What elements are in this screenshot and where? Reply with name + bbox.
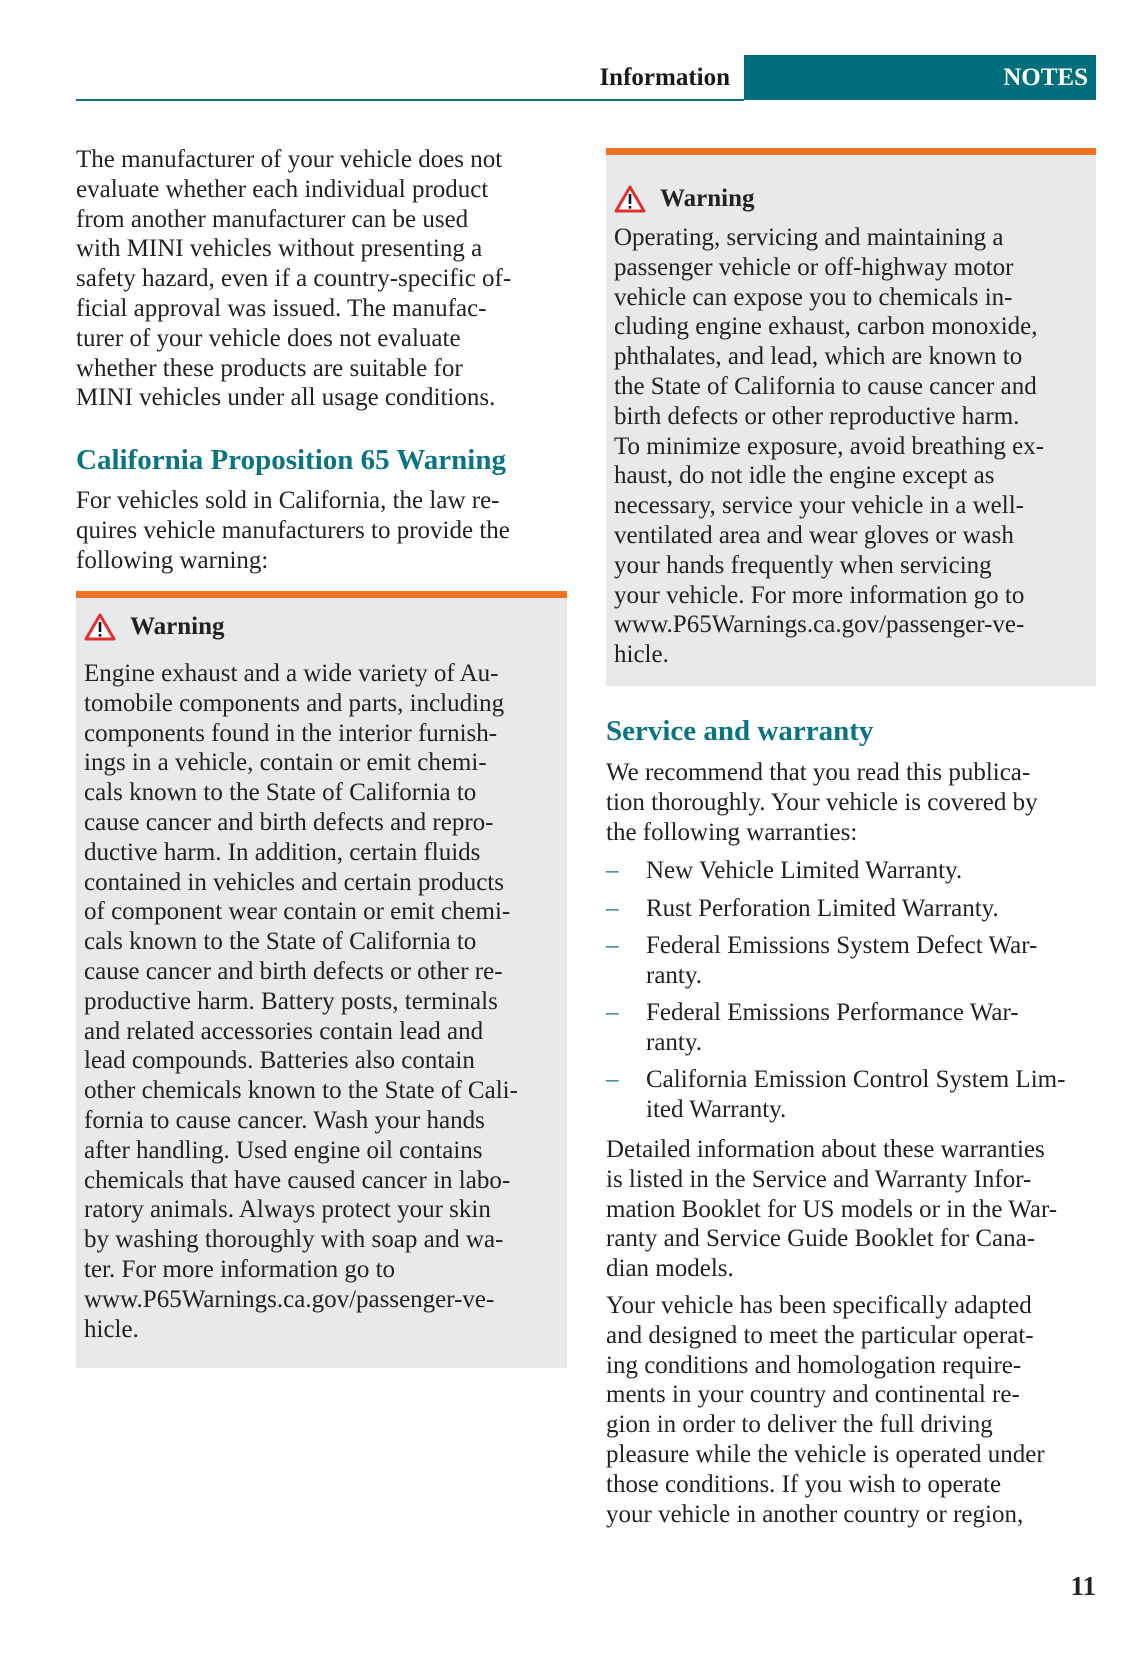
text-line: Detailed information about these warranties (606, 1136, 1045, 1163)
text-line: haust, do not idle the engine except as (614, 462, 995, 490)
text-line: Federal Emissions Performance War- (646, 999, 1019, 1026)
text-line: California Emission Control System Lim- (646, 1066, 1066, 1093)
text-line: ranty. (646, 1028, 702, 1056)
text-line: the following warranties: (606, 818, 858, 846)
text-line: after handling. Used engine oil contains (84, 1136, 483, 1164)
warning-triangle-icon (614, 185, 646, 213)
text-line: lead compounds. Batteries also contain (84, 1047, 475, 1075)
text-line: ratory animals. Always protect your skin (84, 1196, 491, 1224)
page-number: 11 (1070, 1571, 1096, 1601)
text-line: components found in the interior furnish- (84, 719, 498, 747)
text-line: necessary, service your vehicle in a well- (614, 492, 1024, 520)
text-line: tomobile components and parts, including (84, 689, 505, 717)
text-line: ing conditions and homologation require- (606, 1351, 1022, 1379)
text-line: productive harm. Battery posts, terminals (84, 987, 498, 1015)
text-line: Operating, servicing and maintaining a (614, 224, 1004, 251)
warning-triangle-icon (84, 613, 116, 641)
text-line: by washing thoroughly with soap and wa- (84, 1226, 504, 1254)
text-line: hicle. (84, 1315, 139, 1343)
warning-title (84, 611, 224, 643)
text-line: fornia to cause cancer. Wash your hands (84, 1106, 485, 1134)
text-line: quires vehicle manufacturers to provide the (76, 516, 510, 544)
heading-prop65: California Proposition 65 Warning (76, 444, 506, 476)
text-line: ranty. (646, 961, 702, 989)
intro-paragraph (76, 145, 511, 413)
text-line: cause cancer and birth defects or other re- (84, 957, 503, 985)
section-label: Information (599, 64, 730, 91)
text-line: is listed in the Service and Warranty Infor- (606, 1165, 1032, 1193)
text-line: evaluate whether each individual product (76, 175, 489, 203)
text-line: ficial approval was issued. The manufac- (76, 294, 487, 322)
text-line: cals known to the State of California to (84, 928, 477, 956)
text-line: ter. For more information go to (84, 1255, 396, 1283)
text-line: passenger vehicle or off-highway motor (614, 253, 1014, 281)
text-line: vehicle can expose you to chemicals in- (614, 283, 1013, 311)
text-line: For vehicles sold in California, the law re- (76, 487, 500, 514)
text-line: Federal Emissions System Defect War- (646, 932, 1038, 959)
warning-title-text: Warning (130, 613, 225, 640)
text-line: and designed to meet the particular operat- (606, 1321, 1034, 1349)
text-line: of component wear contain or emit chemi- (84, 898, 511, 926)
text-line: hicle. (614, 641, 669, 669)
text-line: phthalates, and lead, which are known to (614, 343, 1023, 371)
text-line: ited Warranty. (646, 1095, 787, 1123)
text-line: your vehicle in another country or region, (606, 1500, 1024, 1528)
warning-title-text: Warning (660, 185, 755, 212)
warning-body (614, 223, 1044, 670)
warning-box-right (606, 148, 1096, 686)
text-line: whether these products are suitable for (76, 354, 463, 382)
warning-title (614, 183, 754, 215)
text-line: ventilated area and wear gloves or wash (614, 521, 1014, 549)
text-line: and related accessories contain lead and (84, 1017, 484, 1045)
text-line: ings in a vehicle, contain or emit chemi- (84, 749, 487, 777)
text-line: To minimize exposure, avoid breathing ex- (614, 432, 1045, 460)
chapter-label: NOTES (1003, 64, 1088, 91)
text-line: New Vehicle Limited Warranty. (646, 857, 963, 884)
text-line: Rust Perforation Limited Warranty. (646, 895, 999, 922)
prop65-paragraph (76, 486, 510, 575)
text-line: ductive harm. In addition, certain fluids (84, 838, 481, 866)
heading-service-warranty: Service and warranty (606, 715, 874, 747)
chapter-tab (744, 55, 1096, 100)
list-item-text (646, 894, 999, 924)
warning-body (84, 659, 518, 1344)
text-line: We recommend that you read this publica- (606, 759, 1031, 786)
text-line: MINI vehicles under all usage conditions. (76, 384, 496, 412)
text-line: following warning: (76, 546, 269, 574)
text-line: those conditions. If you wish to operate (606, 1470, 1002, 1498)
text-line: cluding engine exhaust, carbon monoxide, (614, 313, 1038, 341)
list-item-text (646, 1065, 1065, 1125)
text-line: safety hazard, even if a country-specific of- (76, 265, 512, 293)
text-line: turer of your vehicle does not evaluate (76, 324, 461, 352)
list-item-text (646, 931, 1037, 991)
text-line: ranty and Service Guide Booklet for Cana- (606, 1225, 1036, 1253)
text-line: your vehicle. For more information go to (614, 581, 1025, 609)
text-line: cause cancer and birth defects and repro- (84, 808, 494, 836)
text-line: Your vehicle has been specifically adapted (606, 1292, 1032, 1319)
text-line: mation Booklet for US models or in the War- (606, 1195, 1058, 1223)
text-line: cals known to the State of California to (84, 779, 477, 807)
text-line: other chemicals known to the State of Cali- (84, 1077, 518, 1105)
text-line: birth defects or other reproductive harm. (614, 402, 1020, 430)
text-line: the State of California to cause cancer and (614, 372, 1037, 400)
text-line: The manufacturer of your vehicle does not (76, 146, 503, 173)
list-item-text (646, 998, 1019, 1058)
text-line: dian models. (606, 1255, 734, 1283)
text-line: contained in vehicles and certain products (84, 868, 504, 896)
text-line: with MINI vehicles without presenting a (76, 235, 483, 263)
text-line: chemicals that have caused cancer in labo- (84, 1166, 511, 1194)
text-line: www.P65Warnings.ca.gov/passenger-ve- (614, 611, 1025, 639)
vehicle-adaptation-paragraph (606, 1291, 1045, 1529)
text-line: www.P65Warnings.ca.gov/passenger-ve- (84, 1285, 495, 1313)
list-item-text (646, 856, 962, 886)
text-line: from another manufacturer can be used (76, 205, 469, 233)
warranty-intro-paragraph (606, 758, 1038, 847)
header-rule (76, 99, 744, 101)
text-line: Engine exhaust and a wide variety of Au- (84, 660, 499, 687)
text-line: tion thoroughly. Your vehicle is covered by (606, 788, 1038, 816)
text-line: gion in order to deliver the full driving (606, 1411, 993, 1439)
text-line: ments in your country and continental re- (606, 1381, 1020, 1409)
warranty-details-paragraph (606, 1135, 1057, 1284)
text-line: your hands frequently when servicing (614, 551, 992, 579)
warning-box-left (76, 591, 567, 1368)
text-line: pleasure while the vehicle is operated under (606, 1440, 1045, 1468)
